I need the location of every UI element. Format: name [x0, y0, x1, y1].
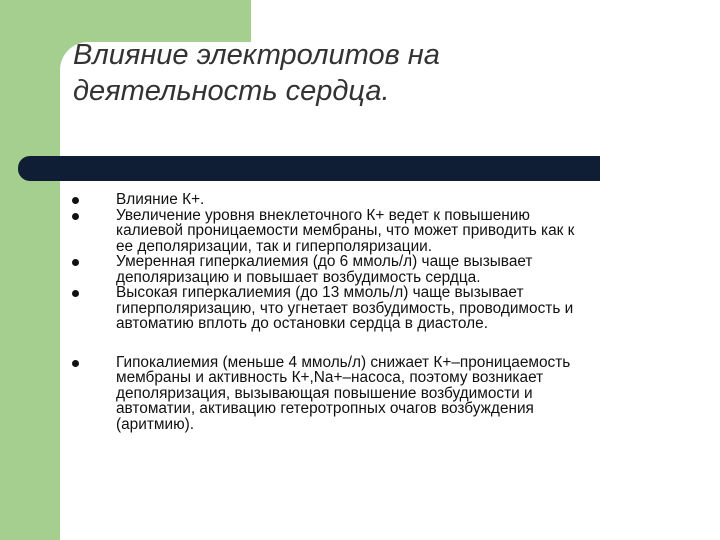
bullet-text [116, 208, 672, 255]
bullet-item [72, 208, 672, 255]
bullet-line: автоматии, активацию гетеротропных очагов возбуждения [116, 400, 534, 417]
bullet-item [72, 285, 672, 332]
left-accent-band [0, 0, 60, 540]
bullet-text [116, 192, 672, 208]
bullet-line: Увеличение уровня внеклеточного К+ ведет к повышению [116, 206, 530, 224]
slide-title-line: деятельность сердца. [73, 75, 390, 107]
bullet-line: Высокая гиперкалиемия (до 13 ммоль/л) чаще вызывает [116, 284, 524, 301]
bullet-line: мембраны и активность К+,Na+–насоса, поэтому возникает [116, 369, 544, 386]
bullet-list [72, 192, 672, 432]
bullet-line: Умеренная гиперкалиемия (до 6 ммоль/л) чаще вызывает [116, 253, 533, 270]
bullet-item [72, 192, 672, 208]
bullet-line: деполяризация, вызывающая повышение возбудимости и [116, 384, 533, 402]
bullet-dot-icon [72, 360, 79, 367]
bullet-line: калиевой проницаемости мембраны, что может приводить как к [116, 222, 575, 239]
slide-title [73, 37, 673, 109]
bullet-line: ее деполяризации, так и гиперполяризации. [116, 237, 433, 255]
bullet-line: автоматию вплоть до остановки сердца в диастоле. [116, 315, 488, 332]
bullet-line: гиперполяризацию, что угнетает возбудимость, проводимость и [116, 299, 574, 317]
bullet-line: (аритмию). [116, 415, 195, 433]
bullet-line: Влияние К+. [116, 191, 205, 208]
bullet-spacer [72, 332, 672, 355]
bullet-dot-icon [72, 259, 79, 266]
slide-title-line: Влияние электролитов на [73, 39, 440, 71]
bullet-line: Гипокалиемия (меньше 4 ммоль/л) снижает К+–проницаемость [116, 353, 571, 371]
bullet-dot-icon [72, 197, 79, 204]
title-divider-bar [18, 156, 600, 181]
bullet-item [72, 355, 672, 433]
bullet-text [116, 254, 672, 285]
bullet-item [72, 254, 672, 285]
bullet-dot-icon [72, 213, 79, 220]
bullet-text [116, 355, 672, 433]
bullet-text [116, 285, 672, 332]
bullet-line: деполяризацию и повышает возбудимость сердца. [116, 268, 481, 286]
bullet-dot-icon [72, 290, 79, 297]
